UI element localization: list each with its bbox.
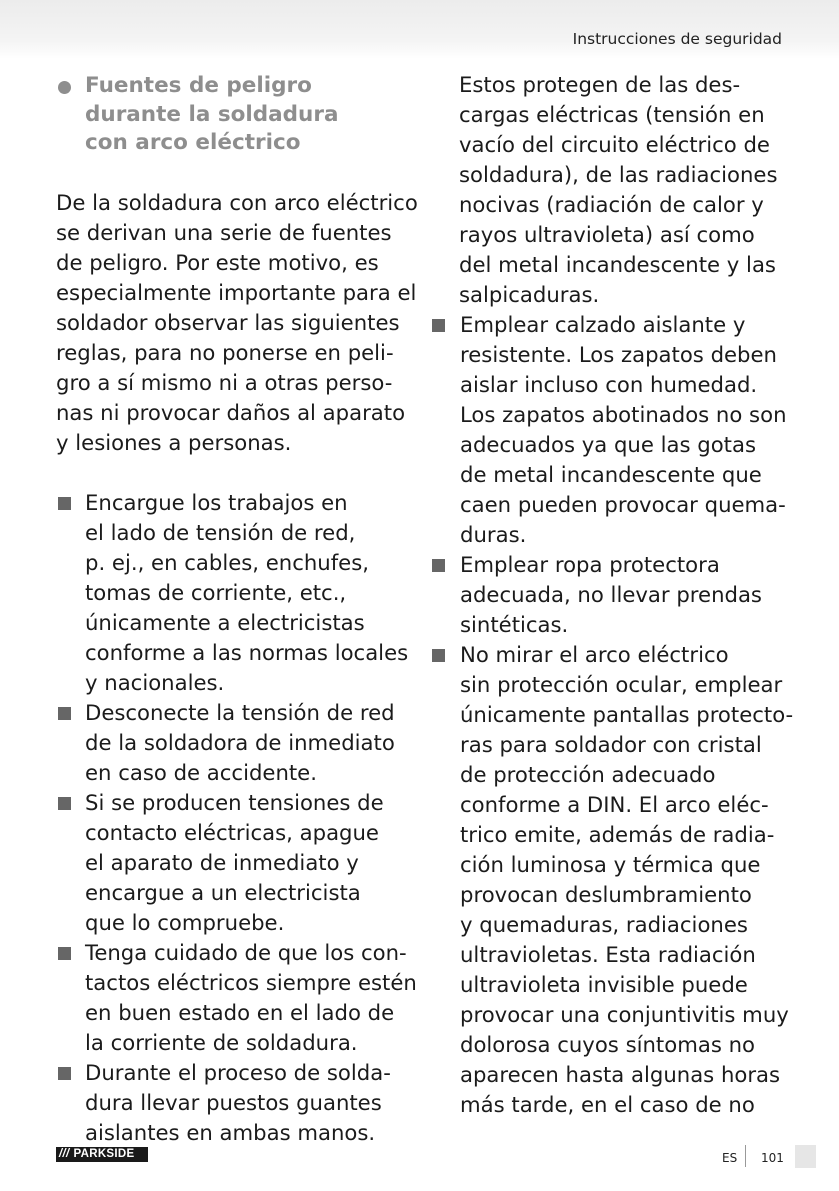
- text-line: duras.: [460, 522, 527, 547]
- heading-line: Fuentes de peligro: [85, 73, 312, 98]
- text-line: y quemaduras, radiaciones: [460, 912, 748, 937]
- square-bullet-icon: [58, 497, 71, 510]
- square-bullet-icon: [58, 947, 71, 960]
- text-line: rayos ultravioleta) así como: [459, 222, 755, 247]
- list-item: [431, 310, 791, 550]
- text-line: tomas de corriente, etc.,: [85, 579, 347, 605]
- square-bullet-icon: [432, 649, 445, 662]
- text-line: contacto eléctricas, apague: [85, 819, 379, 845]
- text-line: Estos protegen de las des-: [459, 72, 741, 97]
- text-line: ras para soldador con cristal: [460, 732, 762, 757]
- text-line: nocivas (radiación de calor y: [459, 192, 764, 217]
- square-bullet-icon: [432, 559, 445, 572]
- text-line: resistente. Los zapatos deben: [460, 342, 777, 367]
- text-line: provocan deslumbramiento: [460, 882, 752, 907]
- text-line: salpicaduras.: [459, 282, 600, 307]
- text-line: provocar una conjuntivitis muy: [460, 1002, 789, 1027]
- text-line: ción luminosa y térmica que: [460, 852, 761, 877]
- text-line: se derivan una serie de fuentes: [56, 219, 392, 245]
- left-column: [56, 70, 416, 1148]
- text-line: especialmente importante para el: [56, 279, 417, 305]
- right-column: [431, 70, 794, 1120]
- section-heading: [56, 72, 416, 158]
- text-line: Desconecte la tensión de red: [85, 699, 395, 725]
- text-line: Encargue los trabajos en: [85, 489, 348, 515]
- text-line: soldadura), de las radiaciones: [459, 162, 778, 187]
- square-bullet-icon: [58, 707, 71, 720]
- text-line: del metal incandescente y las: [459, 252, 776, 277]
- text-line: únicamente pantallas protecto-: [460, 702, 794, 727]
- list-item: [56, 938, 416, 1058]
- text-line: reglas, para no ponerse en peli-: [56, 339, 394, 365]
- language-code: ES: [722, 1151, 738, 1165]
- text-line: y lesiones a personas.: [56, 429, 292, 455]
- text-line: gro a sí mismo ni a otras perso-: [56, 369, 393, 395]
- text-line: sintéticas.: [460, 612, 569, 637]
- text-line: vacío del circuito eléctrico de: [459, 132, 770, 157]
- text-line: conforme a DIN. El arco eléc-: [460, 792, 769, 817]
- safety-list-right: [431, 310, 794, 1120]
- page-tab-marker: [795, 1145, 816, 1168]
- text-line: aparecen hasta algunas horas: [460, 1062, 781, 1087]
- text-line: tactos eléctricos siempre estén: [85, 969, 417, 995]
- text-line: p. ej., en cables, enchufes,: [85, 549, 369, 575]
- text-line: en buen estado en el lado de: [85, 999, 395, 1025]
- text-line: de la soldadora de inmediato: [85, 729, 395, 755]
- text-line: de protección adecuado: [460, 762, 716, 787]
- text-line: que lo compruebe.: [85, 909, 285, 935]
- text-line: adecuados ya que las gotas: [460, 432, 757, 457]
- text-line: dolorosa cuyos síntomas no: [460, 1032, 755, 1057]
- text-line: Emplear calzado aislante y: [460, 312, 746, 337]
- square-bullet-icon: [58, 797, 71, 810]
- square-bullet-icon: [432, 319, 445, 332]
- text-line: nas ni provocar daños al aparato: [56, 399, 406, 425]
- text-line: de peligro. Por este motivo, es: [56, 249, 379, 275]
- page-header-title: Instrucciones de seguridad: [572, 30, 782, 48]
- text-line: en caso de accidente.: [85, 759, 317, 785]
- text-line: de metal incandescente que: [460, 462, 762, 487]
- continued-paragraph: [431, 70, 791, 310]
- text-line: sin protección ocular, emplear: [460, 672, 783, 697]
- safety-list-left: [56, 488, 416, 1148]
- bullet-dot-icon: [58, 81, 71, 94]
- list-item: [56, 488, 416, 698]
- text-line: más tarde, en el caso de no: [460, 1092, 755, 1117]
- text-line: Si se producen tensiones de: [85, 789, 384, 815]
- text-line: ultravioleta invisible puede: [460, 972, 748, 997]
- footer-divider: [745, 1145, 746, 1167]
- text-line: No mirar el arco eléctrico: [460, 642, 729, 667]
- text-line: y nacionales.: [85, 669, 225, 695]
- text-line: únicamente a electricistas: [85, 609, 365, 635]
- intro-paragraph: [56, 188, 416, 458]
- text-line: aislar incluso con humedad.: [460, 372, 758, 397]
- heading-line: con arco eléctrico: [85, 130, 301, 155]
- text-line: cargas eléctricas (tensión en: [459, 102, 765, 127]
- text-line: adecuada, no llevar prendas: [460, 582, 762, 607]
- page-number: 101: [761, 1151, 784, 1165]
- text-line: trico emite, además de radia-: [460, 822, 775, 847]
- text-line: De la soldadura con arco eléctrico: [56, 189, 418, 215]
- text-line: Tenga cuidado de que los con-: [85, 939, 407, 965]
- text-line: Emplear ropa protectora: [460, 552, 720, 577]
- heading-line: durante la soldadura: [85, 101, 339, 127]
- list-item: [56, 788, 416, 938]
- text-line: la corriente de soldadura.: [85, 1029, 358, 1055]
- list-item: [56, 1058, 416, 1148]
- text-line: ultravioletas. Esta radiación: [460, 942, 756, 967]
- text-line: dura llevar puestos guantes: [85, 1089, 382, 1115]
- text-line: soldador observar las siguientes: [56, 309, 400, 335]
- text-line: conforme a las normas locales: [85, 639, 409, 665]
- list-item: [431, 550, 791, 640]
- text-line: Los zapatos abotinados no son: [460, 402, 787, 427]
- logo-slashes: ///: [59, 1148, 70, 1160]
- text-line: aislantes en ambas manos.: [85, 1119, 376, 1145]
- list-item: [56, 698, 416, 788]
- text-line: el aparato de inmediato y: [85, 849, 359, 875]
- list-item: [431, 640, 794, 1120]
- text-line: el lado de tensión de red,: [85, 519, 356, 545]
- square-bullet-icon: [58, 1067, 71, 1080]
- logo-text: PARKSIDE: [73, 1148, 135, 1160]
- text-line: encargue a un electricista: [85, 879, 361, 905]
- parkside-logo: [56, 1147, 148, 1162]
- text-line: Durante el proceso de solda-: [85, 1059, 391, 1085]
- text-line: caen pueden provocar quema-: [460, 492, 786, 517]
